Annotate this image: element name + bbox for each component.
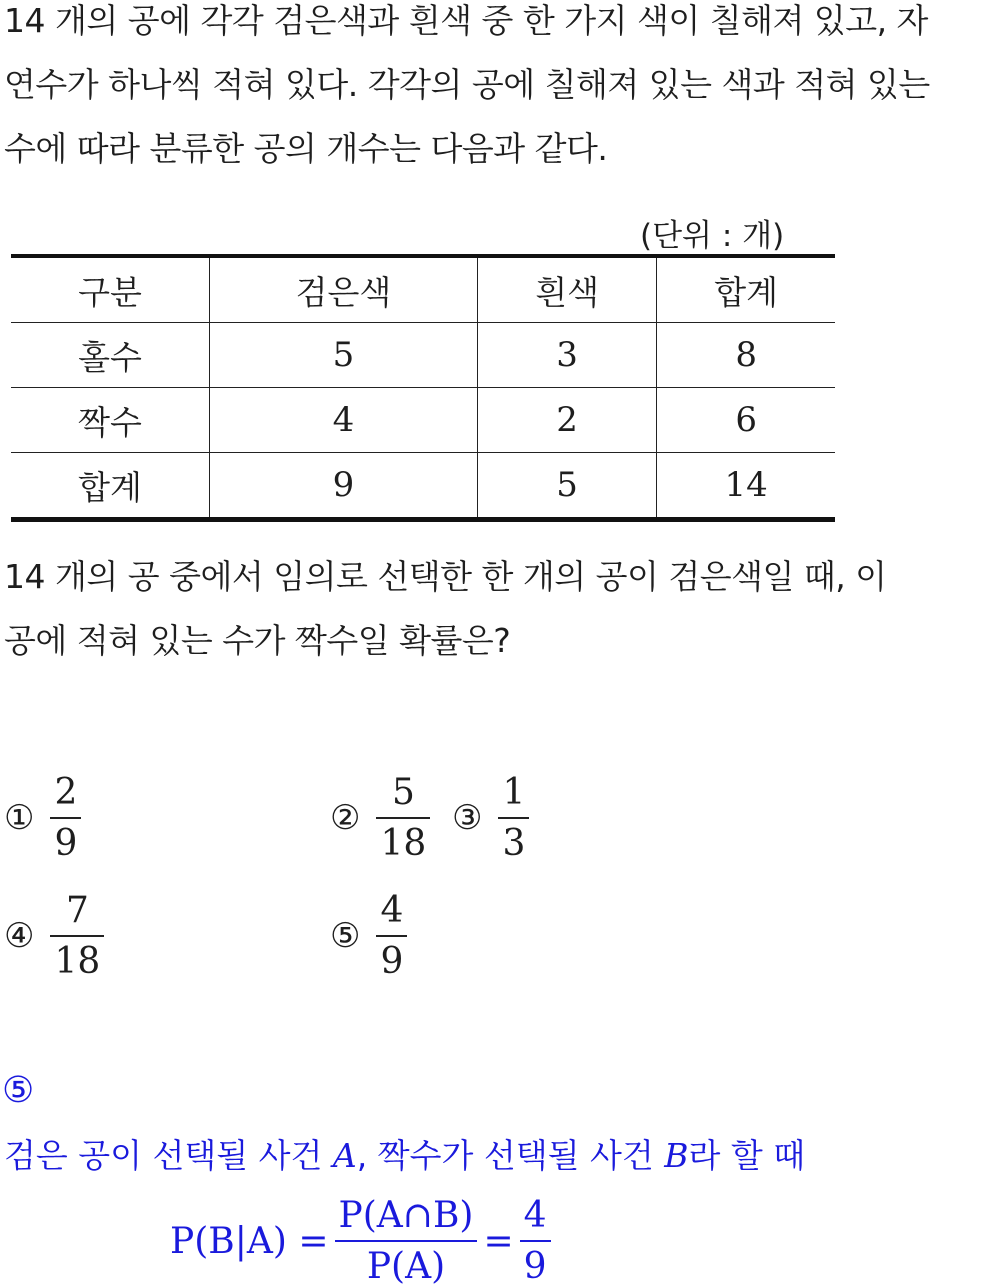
formula-numerator: P(A∩B) — [338, 1195, 474, 1236]
question-line: 공에 적혀 있는 수가 짝수일 확률은? — [4, 621, 511, 660]
formula-denominator: P(A) — [366, 1246, 446, 1288]
fraction-bar — [498, 817, 529, 819]
numerator: 7 — [65, 890, 89, 931]
problem-intro — [4, 0, 990, 181]
probability-formula — [170, 1195, 551, 1288]
intro-line: 수에 따라 분류한 공의 개수는 다음과 같다. — [4, 129, 608, 168]
table-cell: 5 — [477, 453, 657, 520]
choice-fraction — [498, 772, 529, 865]
choice-fraction — [376, 890, 407, 983]
row-label: 홀수 — [11, 323, 210, 388]
choice-5[interactable] — [330, 890, 407, 983]
row-label: 합계 — [11, 453, 210, 520]
fraction-bar — [50, 935, 104, 937]
table-header-row — [11, 256, 835, 323]
explanation-text: 라 할 때 — [688, 1136, 806, 1175]
choice-marker: ③ — [452, 798, 483, 839]
table-cell: 2 — [477, 388, 657, 453]
denominator: 9 — [54, 823, 78, 865]
table-row — [11, 453, 835, 520]
numerator: 1 — [502, 772, 526, 813]
numerator: 2 — [54, 772, 78, 813]
table-header-cell: 합계 — [657, 256, 835, 323]
intro-line: 14 개의 공에 각각 검은색과 흰색 중 한 가지 색이 칠해져 있고, 자 — [4, 1, 928, 40]
explanation-text: , 짝수가 선택될 사건 — [356, 1136, 665, 1175]
event-b-variable: B — [664, 1136, 689, 1175]
problem-question — [4, 545, 990, 673]
fraction-bar — [376, 817, 430, 819]
denominator: 18 — [54, 941, 101, 983]
answer-marker: ⑤ — [2, 1070, 35, 1111]
formula-result — [520, 1195, 551, 1288]
choice-marker: ② — [330, 798, 361, 839]
table-cell: 4 — [210, 388, 478, 453]
result-numerator: 4 — [523, 1195, 547, 1236]
choice-1[interactable] — [4, 772, 81, 865]
choice-2[interactable] — [330, 772, 430, 865]
choice-fraction — [50, 772, 81, 865]
numerator: 5 — [391, 772, 415, 813]
explanation-text: 검은 공이 선택될 사건 — [4, 1136, 333, 1175]
table-cell: 3 — [477, 323, 657, 388]
table-row — [11, 388, 835, 453]
unit-label: (단위 : 개) — [640, 218, 785, 254]
choice-fraction — [50, 890, 104, 983]
formula-equals: = — [483, 1220, 514, 1262]
choice-marker: ⑤ — [330, 916, 361, 957]
question-line: 14 개의 공 중에서 임의로 선택한 한 개의 공이 검은색일 때, 이 — [4, 557, 887, 596]
data-table — [11, 254, 835, 522]
table-header-cell: 구분 — [11, 256, 210, 323]
denominator: 3 — [502, 823, 526, 865]
intro-line: 연수가 하나씩 적혀 있다. 각각의 공에 칠해져 있는 색과 적혀 있는 — [4, 65, 930, 104]
fraction-bar — [335, 1240, 478, 1242]
table-cell: 6 — [657, 388, 835, 453]
choice-4[interactable] — [4, 890, 104, 983]
table-header-cell: 흰색 — [477, 256, 657, 323]
denominator: 18 — [380, 823, 427, 865]
denominator: 9 — [380, 941, 404, 983]
formula-lhs: P(B|A) = — [170, 1220, 329, 1262]
table-cell: 14 — [657, 453, 835, 520]
table-cell: 5 — [210, 323, 478, 388]
table-cell: 9 — [210, 453, 478, 520]
fraction-bar — [50, 817, 81, 819]
choice-fraction — [376, 772, 430, 865]
event-a-variable: A — [332, 1136, 357, 1175]
row-label: 짝수 — [11, 388, 210, 453]
fraction-bar — [376, 935, 407, 937]
fraction-bar — [520, 1240, 551, 1242]
choice-marker: ① — [4, 798, 35, 839]
choice-3[interactable] — [452, 772, 529, 865]
table-cell: 8 — [657, 323, 835, 388]
choice-marker: ④ — [4, 916, 35, 957]
table-header-cell: 검은색 — [210, 256, 478, 323]
table-row — [11, 323, 835, 388]
result-denominator: 9 — [523, 1246, 547, 1288]
explanation-line — [4, 1130, 805, 1177]
formula-fraction — [335, 1195, 478, 1288]
numerator: 4 — [380, 890, 404, 931]
